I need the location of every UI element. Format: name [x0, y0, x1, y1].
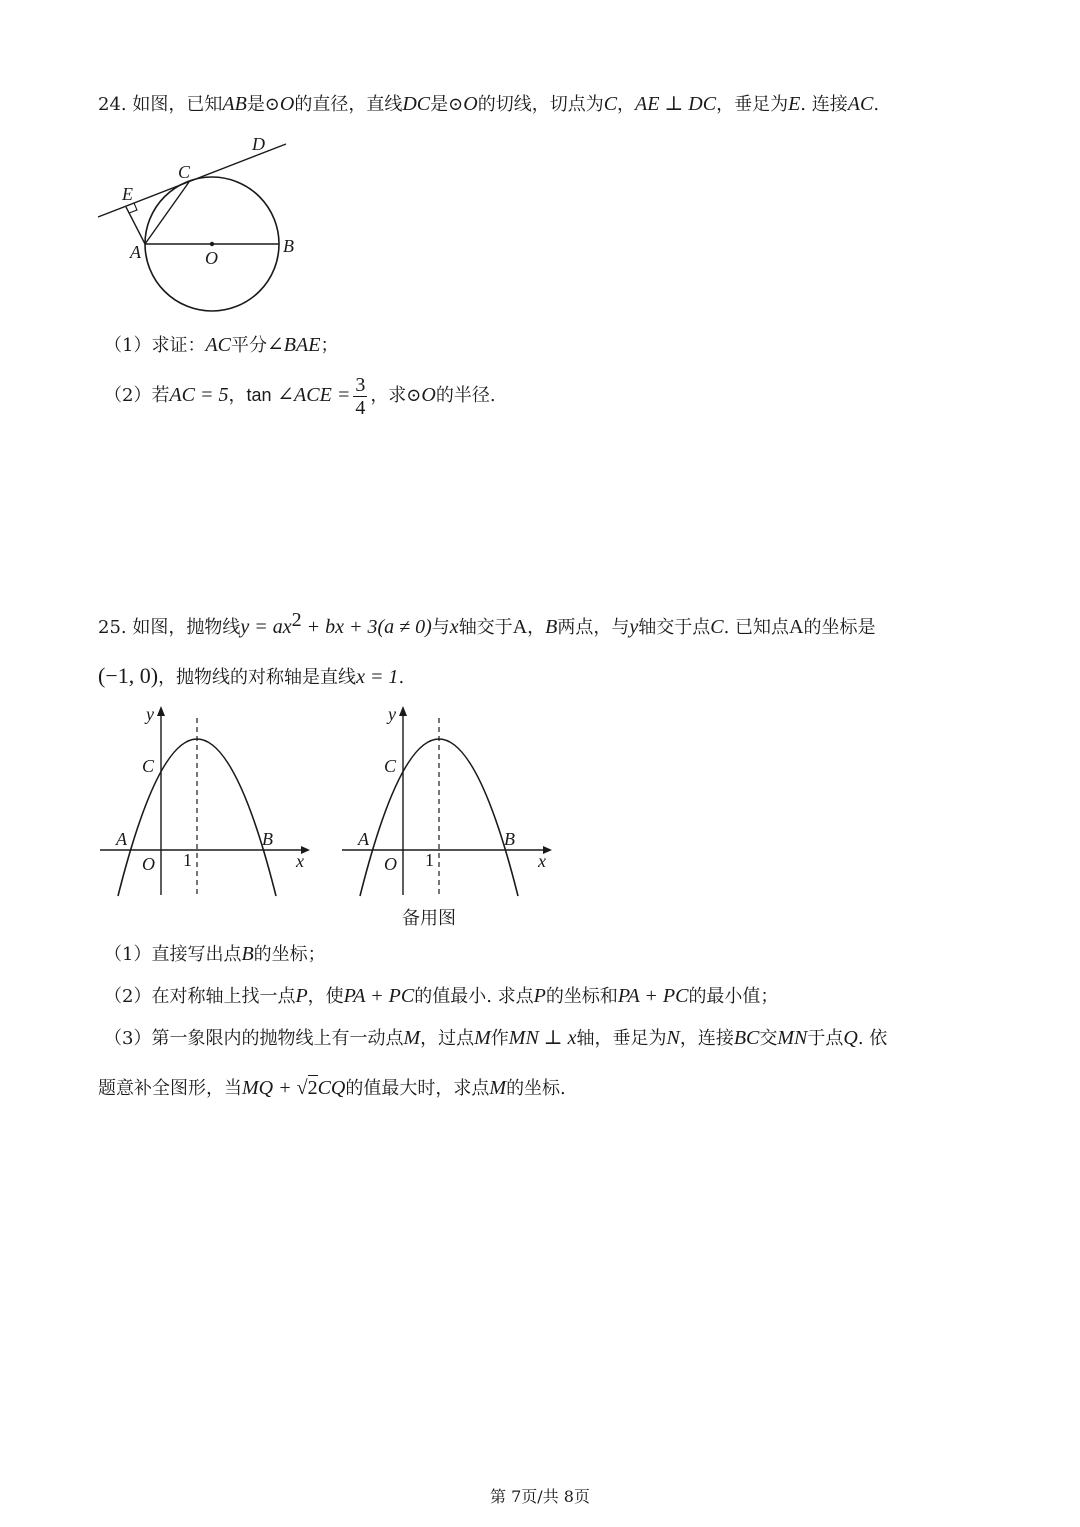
label-y: y	[146, 704, 154, 724]
q25-stem-line1: 25. 如图，抛物线$y = ax^2$ + bx + 3(a ≠ 0)与x轴交于A，B两点，与y轴交于点C. 已知点A的坐标是	[98, 609, 876, 638]
tangent-line-dc	[98, 144, 286, 217]
q25-part2: （2）在对称轴上找一点P，使PA + PC的值最小. 求点P的坐标和PA + PC的最小值；	[104, 985, 779, 1007]
label-one: 1	[183, 850, 192, 870]
label-o: O	[384, 854, 397, 874]
label-e: E	[122, 184, 133, 204]
label-a: A	[116, 829, 127, 849]
q25-parabola-figure-1	[98, 700, 318, 900]
label-c: C	[384, 756, 397, 776]
y-axis-arrow	[399, 706, 407, 716]
label-c: C	[178, 162, 191, 182]
q24-circle-figure	[90, 128, 310, 318]
label-a: A	[130, 242, 141, 262]
label-c: C	[142, 756, 155, 776]
label-b: B	[504, 829, 515, 849]
q24-part2: （2）若AC = 5，tan ∠ACE = $\frac{3}{4}$ ，求⊙O的半径.	[104, 373, 496, 419]
q24-stem: 24. 如图，已知AB是⊙O的直径，直线DC是⊙O的切线，切点为C，AE ⊥ DC，垂足为E. 连接AC.	[98, 93, 880, 115]
label-x: x	[296, 851, 304, 871]
center-point	[210, 242, 214, 246]
label-x: x	[538, 851, 546, 871]
label-b: B	[262, 829, 273, 849]
label-b: B	[283, 236, 294, 256]
q25-part1: （1）直接写出点B的坐标；	[104, 943, 326, 965]
q25-part3-line2: 题意补全图形，当MQ + √2CQ的值最大时，求点M的坐标.	[98, 1077, 566, 1099]
backup-figure-caption: 备用图	[402, 908, 456, 929]
label-a: A	[358, 829, 369, 849]
q24-part1: （1）求证：AC平分∠BAE；	[104, 334, 339, 356]
label-o: O	[142, 854, 155, 874]
y-axis-arrow	[157, 706, 165, 716]
q25-part3-line1: （3）第一象限内的抛物线上有一动点M，过点M作MN ⊥ x轴，垂足为N，连接BC交MN于点Q. 依	[104, 1027, 888, 1049]
label-one: 1	[425, 850, 434, 870]
q25-parabola-figure-2	[340, 700, 560, 900]
segment-ac	[145, 182, 189, 244]
page-footer: 第 7页/共 8页	[490, 1487, 590, 1506]
label-d: D	[252, 134, 265, 154]
label-y: y	[388, 704, 396, 724]
label-o: O	[205, 248, 218, 268]
fraction-three-quarters: $\frac{3}{4}$	[355, 373, 366, 419]
q25-stem-line2: (−1, 0)，抛物线的对称轴是直线x = 1.	[98, 663, 405, 688]
